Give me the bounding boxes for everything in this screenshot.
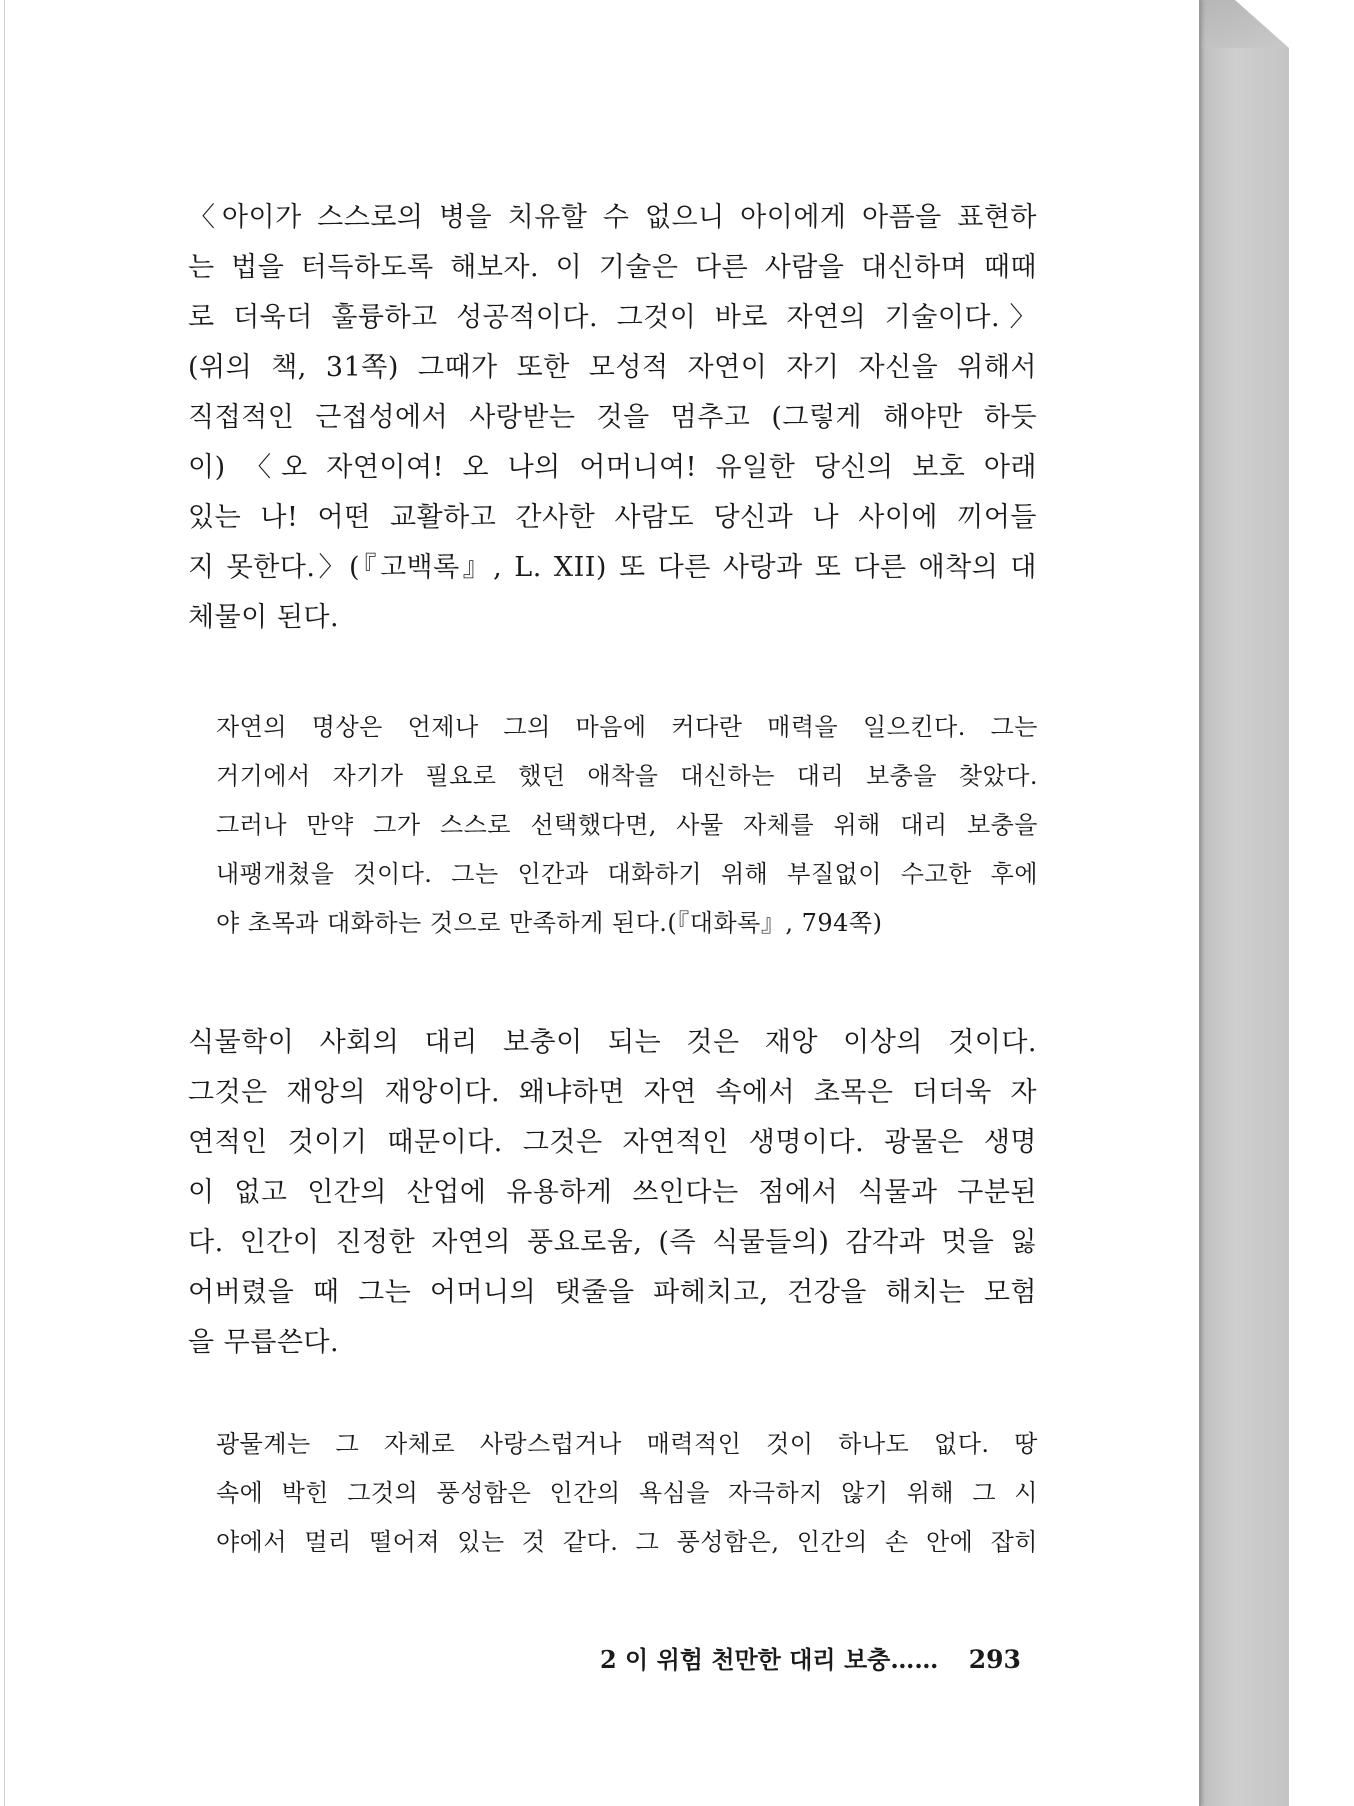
block-quote-1	[216, 703, 1038, 948]
text-line: 연적인 것이기 때문이다. 그것은 자연적인 생명이다. 광물은 생명	[188, 1127, 1037, 1158]
quote-line: 야에서 멀리 떨어져 있는 것 같다. 그 풍성함은, 인간의 손 안에 잡히	[216, 1528, 1038, 1556]
text-line: 다. 인간이 진정한 자연의 풍요로움, (즉 식물들의) 감각과 멋을 잃	[188, 1227, 1037, 1258]
quote-line: 광물계는 그 자체로 사랑스럽거나 매력적인 것이 하나도 없다. 땅	[216, 1430, 1038, 1458]
body-paragraph-2	[188, 1018, 1037, 1368]
text-line: 이) 〈오 자연이여! 오 나의 어머니여! 유일한 당신의 보호 아래	[188, 452, 1037, 483]
text-line: 〈아이가 스스로의 병을 치유할 수 없으니 아이에게 아픔을 표현하	[188, 202, 1037, 233]
quote-line: 거기에서 자기가 필요로 했던 애착을 대신하는 대리 보충을 찾았다.	[216, 762, 1038, 790]
body-paragraph-1	[188, 193, 1037, 643]
text-line: 이 없고 인간의 산업에 유용하게 쓰인다는 점에서 식물과 구분된	[188, 1177, 1037, 1208]
text-line: 그것은 재앙의 재앙이다. 왜냐하면 자연 속에서 초목은 더더욱 자	[188, 1077, 1037, 1108]
quote-line: 내팽개쳤을 것이다. 그는 인간과 대화하기 위해 부질없이 수고한 후에	[216, 860, 1038, 888]
text-line: 을 무릅쓴다.	[188, 1327, 340, 1358]
quote-line: 자연의 명상은 언제나 그의 마음에 커다란 매력을 일으킨다. 그는	[216, 713, 1038, 741]
book-page-edge	[1199, 0, 1289, 1806]
page-footer	[600, 1640, 1021, 1675]
quote-line: 야 초목과 대화하는 것으로 만족하게 된다.(『대화록』, 794쪽)	[216, 909, 883, 937]
text-line: 지 못한다.〉(『고백록』, L. XII) 또 다른 사랑과 또 다른 애착의 대	[188, 552, 1037, 583]
running-title: 2 이 위험 천만한 대리 보충……	[600, 1645, 939, 1674]
quote-line: 그러나 만약 그가 스스로 선택했다면, 사물 자체를 위해 대리 보충을	[216, 811, 1038, 839]
text-line: 체물이 된다.	[188, 602, 340, 633]
text-line: 있는 나! 어떤 교활하고 간사한 사람도 당신과 나 사이에 끼어들	[188, 502, 1037, 533]
text-line: 는 법을 터득하도록 해보자. 이 기술은 다른 사람을 대신하며 때때	[188, 252, 1037, 283]
book-page-edge-top	[1199, 0, 1289, 48]
block-quote-2	[216, 1420, 1038, 1567]
text-line: 로 더욱더 훌륭하고 성공적이다. 그것이 바로 자연의 기술이다.〉	[188, 302, 1037, 333]
page-border	[4, 0, 5, 1806]
page-number: 293	[968, 1645, 1021, 1674]
text-line: 식물학이 사회의 대리 보충이 되는 것은 재앙 이상의 것이다.	[188, 1027, 1037, 1058]
text-line: (위의 책, 31쪽) 그때가 또한 모성적 자연이 자기 자신을 위해서	[188, 352, 1037, 383]
text-line: 어버렸을 때 그는 어머니의 탯줄을 파헤치고, 건강을 해치는 모험	[188, 1277, 1037, 1308]
quote-line: 속에 박힌 그것의 풍성함은 인간의 욕심을 자극하지 않기 위해 그 시	[216, 1479, 1038, 1507]
text-line: 직접적인 근접성에서 사랑받는 것을 멈추고 (그렇게 해야만 하듯	[188, 402, 1037, 433]
